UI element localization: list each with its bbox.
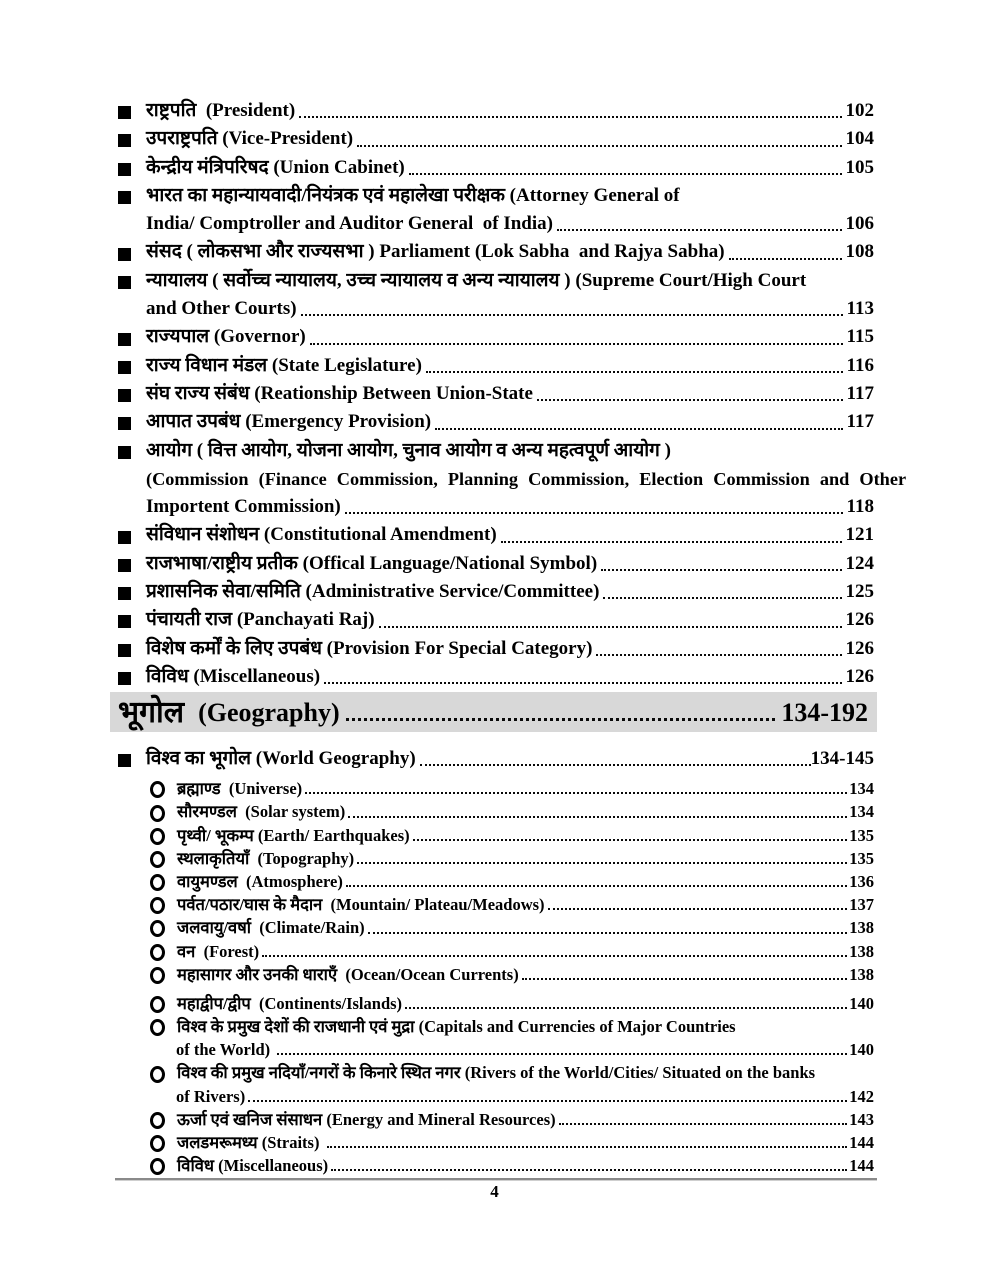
dot-leader	[357, 145, 841, 147]
square-bullet-icon	[118, 163, 131, 176]
toc-entry-text: जलवायु/वर्षा (Climate/Rain)	[177, 918, 365, 938]
toc-row	[118, 97, 874, 125]
section-page-range: 134-192	[781, 698, 868, 728]
toc-entry-page: 124	[845, 552, 874, 574]
dot-leader	[559, 1123, 848, 1125]
toc-row	[118, 635, 874, 663]
toc-row-world-geography	[118, 744, 874, 773]
toc-entry-page: 106	[845, 213, 874, 235]
dot-leader	[603, 597, 841, 599]
toc-entry-page: 142	[849, 1086, 874, 1106]
toc-subrow	[118, 1154, 874, 1177]
toc-entry-text: India/ Comptroller and Auditor General of India)	[146, 213, 553, 235]
dot-leader	[405, 1007, 847, 1009]
toc-entry-text: (Commission (Finance Commission, Planning Commission, Election Commission and Other	[146, 468, 907, 489]
dot-leader	[301, 314, 843, 316]
circle-bullet-icon	[150, 967, 165, 984]
square-bullet-icon	[118, 446, 131, 459]
circle-bullet-icon	[150, 851, 165, 868]
toc-subrow	[118, 893, 874, 916]
toc-row	[118, 154, 874, 182]
toc-entry-page: 138	[849, 964, 874, 984]
toc-subrow	[118, 824, 874, 847]
dot-leader	[557, 229, 842, 231]
toc-subrow	[118, 1108, 874, 1131]
square-bullet-icon	[118, 333, 131, 346]
square-bullet-icon	[118, 531, 131, 544]
square-bullet-icon	[118, 559, 131, 572]
toc-entry-page: 138	[849, 918, 874, 938]
dot-leader	[435, 428, 842, 430]
toc-entry-page: 126	[845, 609, 874, 631]
toc-entry-text: आयोग ( वित्त आयोग, योजना आयोग, चुनाव आयोग व अन्य महत्वपूर्ण आयोग )	[146, 439, 671, 461]
dot-leader	[348, 816, 847, 818]
toc-subrow	[118, 777, 874, 800]
toc-entry-text: of Rivers)	[176, 1086, 246, 1106]
toc-subrow	[118, 1015, 874, 1038]
toc-entry-page: 138	[849, 941, 874, 961]
toc-subrow	[118, 916, 874, 939]
circle-bullet-icon	[150, 1019, 165, 1036]
dot-leader	[409, 173, 842, 175]
square-bullet-icon	[118, 106, 131, 119]
dot-leader	[413, 839, 848, 841]
circle-bullet-icon	[150, 920, 165, 937]
dot-leader	[324, 682, 841, 684]
toc-entry-text: सौरमण्डल (Solar system)	[177, 802, 346, 822]
square-bullet-icon	[118, 389, 131, 402]
toc-row-continuation	[118, 210, 874, 238]
square-bullet-icon	[118, 754, 131, 767]
toc-subrow	[118, 1131, 874, 1154]
toc-entry-text: केन्द्रीय मंत्रिपरिषद (Union Cabinet)	[146, 156, 405, 178]
toc-row	[118, 550, 874, 578]
toc-entry-page: 144	[849, 1133, 874, 1153]
toc-entry-page: 104	[845, 128, 874, 150]
square-bullet-icon	[118, 191, 131, 204]
toc-entry-page: 126	[845, 665, 874, 687]
circle-bullet-icon	[150, 805, 165, 822]
toc-entry-text: Importent Commission)	[146, 496, 341, 518]
section-header-geography	[110, 692, 877, 732]
dot-leader	[522, 978, 848, 980]
toc-subrow-continuation	[118, 1038, 874, 1061]
square-bullet-icon	[118, 248, 131, 261]
toc-entry-text: जलडमरूमध्य (Straits)	[177, 1133, 324, 1153]
toc-row	[118, 323, 874, 351]
toc-subrow	[118, 940, 874, 963]
page-number: 4	[490, 1182, 499, 1201]
toc-entry-text: संघ राज्य संबंध (Reationship Between Union-State	[146, 382, 533, 404]
circle-bullet-icon	[150, 874, 165, 891]
toc-subrow-continuation	[118, 1085, 874, 1108]
toc-row	[118, 267, 874, 295]
dot-leader	[537, 399, 843, 401]
toc-entry-page: 125	[845, 581, 874, 603]
dot-leader	[548, 908, 848, 910]
toc-row	[118, 125, 874, 153]
toc-entry-text: उपराष्ट्रपति (Vice-President)	[146, 128, 354, 150]
dot-leader	[596, 654, 841, 656]
toc-entry-text: पर्वत/पठार/घास के मैदान (Mountain/ Plateau/Meadows)	[177, 895, 545, 915]
section-title-hindi: भूगोल	[118, 696, 192, 730]
toc-row	[118, 663, 874, 691]
toc-entry-text: and Other Courts)	[146, 298, 297, 320]
toc-row-continuation	[118, 295, 874, 323]
circle-bullet-icon	[150, 1135, 165, 1152]
dot-leader	[379, 626, 842, 628]
toc-entry-text: विश्व के प्रमुख देशों की राजधानी एवं मुद्रा (Capitals and Currencies of Major Countries	[177, 1017, 736, 1037]
toc-entry-page: 134	[849, 802, 874, 822]
toc-entry-text: संविधान संशोधन (Constitutional Amendment)	[146, 524, 497, 546]
circle-bullet-icon	[150, 1112, 165, 1129]
square-bullet-icon	[118, 134, 131, 147]
toc-row-continuation	[118, 465, 907, 493]
toc-entry-page: 137	[849, 895, 874, 915]
toc-entry-text: राज्य विधान मंडल (State Legislature)	[146, 354, 422, 376]
dot-leader	[357, 862, 847, 864]
toc-entry-page: 140	[849, 1040, 874, 1060]
toc-row	[118, 437, 874, 465]
toc-entry-page: 144	[849, 1156, 874, 1176]
toc-entry-text: ब्रह्माण्ड (Universe)	[177, 779, 303, 799]
footer-rule	[115, 1178, 877, 1181]
dot-leader	[368, 932, 848, 934]
circle-bullet-icon	[150, 897, 165, 914]
toc-entry-text: राज्यपाल (Governor)	[146, 326, 306, 348]
toc-entry-text: विशेष कर्मों के लिए उपबंध (Provision For Special Category)	[146, 637, 593, 659]
toc-entry-page: 105	[845, 156, 874, 178]
toc-entry-text: प्रशासनिक सेवा/समिति (Administrative Service/Committee)	[146, 581, 600, 603]
dot-leader	[331, 1169, 847, 1171]
toc-entry-page: 140	[849, 993, 874, 1013]
circle-bullet-icon	[150, 1158, 165, 1175]
toc-entry-page: 117	[846, 411, 874, 433]
dot-leader	[420, 764, 811, 766]
circle-bullet-icon	[150, 828, 165, 845]
square-bullet-icon	[118, 361, 131, 374]
toc-content	[118, 97, 907, 1177]
toc-entry-page: 113	[846, 298, 874, 320]
toc-entry-text: आपात उपबंध (Emergency Provision)	[146, 411, 432, 433]
toc-entry-text: विविध (Miscellaneous)	[177, 1156, 329, 1176]
toc-subrow	[118, 800, 874, 823]
dot-leader	[248, 1100, 847, 1102]
toc-entry-page: 108	[845, 241, 874, 263]
dot-leader	[501, 541, 842, 543]
toc-entry-page: 136	[849, 871, 874, 891]
circle-bullet-icon	[150, 1066, 165, 1083]
toc-entry-text: विविध (Miscellaneous)	[146, 665, 321, 687]
dot-leader	[345, 512, 843, 514]
toc-row	[118, 238, 874, 266]
square-bullet-icon	[118, 587, 131, 600]
toc-row	[118, 182, 874, 210]
square-bullet-icon	[118, 417, 131, 430]
dot-leader	[729, 258, 842, 260]
toc-entry-page: 143	[849, 1109, 874, 1129]
dot-leader	[310, 343, 843, 345]
circle-bullet-icon	[150, 781, 165, 798]
toc-entry-page: 135	[849, 848, 874, 868]
toc-row	[118, 521, 874, 549]
toc-entry-text: of the World)	[176, 1040, 275, 1060]
square-bullet-icon	[118, 672, 131, 685]
dot-leader	[262, 955, 847, 957]
toc-row	[118, 578, 874, 606]
toc-entry-text: स्थलाकृतियाँ (Topography)	[177, 848, 355, 868]
toc-entry-page: 134-145	[810, 747, 874, 769]
toc-entry-page: 135	[849, 825, 874, 845]
toc-entry-page: 115	[846, 326, 874, 348]
toc-entry-page: 118	[846, 496, 874, 518]
toc-subrow	[118, 1061, 874, 1084]
toc-entry-text: ऊर्जा एवं खनिज संसाधन (Energy and Mineral Resources)	[177, 1109, 556, 1129]
toc-entry-text: महाद्वीप/द्वीप (Continents/Islands)	[177, 993, 403, 1013]
toc-subrow	[118, 963, 874, 986]
world-geography-subsections	[118, 777, 874, 1177]
toc-entry-text: पृथ्वी/ भूकम्प (Earth/ Earthquakes)	[177, 825, 410, 845]
toc-row	[118, 606, 874, 634]
toc-entry-text: वायुमण्डल (Atmosphere)	[177, 871, 343, 891]
circle-bullet-icon	[150, 944, 165, 961]
toc-entry-page: 117	[846, 382, 874, 404]
dot-leader	[305, 792, 847, 794]
toc-row	[118, 408, 874, 436]
toc-entry-text: महासागर और उनकी धाराएँ (Ocean/Ocean Currents)	[177, 964, 519, 984]
dot-leader	[346, 718, 776, 721]
square-bullet-icon	[118, 615, 131, 628]
toc-entry-text: विश्व का भूगोल (World Geography)	[146, 747, 416, 769]
toc-row	[118, 352, 874, 380]
toc-subrow	[118, 992, 874, 1015]
square-bullet-icon	[118, 644, 131, 657]
toc-entry-page: 116	[846, 354, 874, 376]
dot-leader	[601, 569, 841, 571]
toc-entry-text: राजभाषा/राष्ट्रीय प्रतीक (Offical Language/National Symbol)	[146, 552, 598, 574]
dot-leader	[299, 116, 841, 118]
toc-entry-text: संसद ( लोकसभा और राज्यसभा ) Parliament (Lok Sabha and Rajya Sabha)	[146, 241, 725, 263]
toc-entry-page: 126	[845, 637, 874, 659]
toc-entry-text: न्यायालय ( सर्वोच्च न्यायालय, उच्च न्यायालय व अन्य न्यायालय ) (Supreme Court/High Court	[146, 269, 807, 291]
dot-leader	[277, 1053, 847, 1055]
toc-entry-text: वन (Forest)	[177, 941, 260, 961]
toc-entry-text: विश्व की प्रमुख नदियाँ/नगरों के किनारे स्थित नगर (Rivers of the World/Cities/ Situated on the banks	[177, 1063, 816, 1083]
section-title-english: (Geography)	[191, 698, 340, 728]
toc-entry-page: 102	[845, 100, 874, 121]
toc-subrow	[118, 847, 874, 870]
toc-entry-page: 121	[845, 524, 874, 546]
circle-bullet-icon	[150, 996, 165, 1013]
toc-row	[118, 380, 874, 408]
toc-subrow	[118, 870, 874, 893]
toc-row-continuation	[118, 493, 874, 521]
dot-leader	[346, 885, 847, 887]
toc-entry-text: पंचायती राज (Panchayati Raj)	[146, 609, 375, 631]
dot-leader	[426, 371, 843, 373]
dot-leader	[327, 1146, 848, 1148]
toc-entry-text: भारत का महान्यायवादी/नियंत्रक एवं महालेखा परीक्षक (Attorney General of	[146, 184, 680, 206]
toc-entry-text: राष्ट्रपति (President)	[146, 100, 296, 121]
toc-entry-page: 134	[849, 779, 874, 799]
square-bullet-icon	[118, 276, 131, 289]
